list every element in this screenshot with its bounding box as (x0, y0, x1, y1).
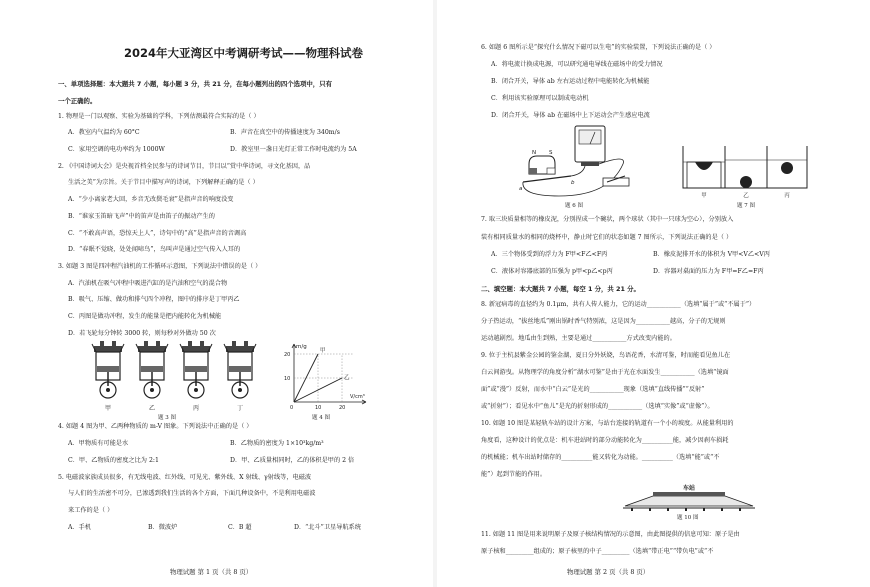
exam-page-1 (0, 0, 433, 587)
q8-line-2: 分子热运动，“拔丝地瓜”刚出锅时香气特别浓，这是因为___________越高，分子的无规则 (481, 318, 726, 325)
stroke-label-jia: 甲 (104, 405, 112, 412)
q5-stem-cont2: 来工作的是（ ） (68, 507, 114, 514)
q7-stem: 7. 取三块质量相等的橡皮泥，分别捏成一个碗状，两个球状（其中一只球为空心），分别放入 (481, 216, 734, 223)
page-2-footer: 物理试题 第 2 页（共 8 页） (567, 568, 650, 576)
q1-option-a: A．教室内气温约为 60°C (68, 129, 140, 136)
q11-line-1: 11. 如题 11 图是用来说明原子及原子核结构情况的示意图，由此图提供的信息可知：原子是由 (481, 531, 740, 538)
q5-stem: 5. 电磁波家族成员很多，有无线电波、红外线、可见光、紫外线、X 射线、γ射线等，电磁波 (58, 474, 312, 481)
q6-option-d: D．闭合开关，导体 ab 在磁场中上下运动会产生感应电流 (491, 112, 650, 119)
x-tick-label: 10 (315, 405, 322, 411)
q2-option-a: A．“少小离家老大回，乡音无改鬓毛衰”是指声音的响度没变 (68, 196, 234, 203)
x-tick-label: 20 (339, 405, 346, 411)
pole-n-label: N (532, 150, 537, 156)
station-label: 车站 (682, 485, 696, 492)
q3-option-c: C．丙图是做功冲程，发生的能量是把内能转化为机械能 (68, 313, 222, 320)
q2-option-c: C．“不敢高声语，恐惊天上人”，诗句中的“高”是指声音的音调高 (68, 230, 247, 237)
q5-option-d: D．“北斗”卫星导航系统 (294, 524, 361, 531)
q3-stem: 3. 如题 3 图是四冲程汽油机的工作循环示意图，下列说法中错误的是（ ） (58, 263, 262, 270)
figure-6-caption: 题 6 图 (565, 203, 583, 209)
q6-option-a: A．将电流计换成电源，可以研究通电导线在磁场中的受力情况 (491, 61, 663, 68)
stroke-label-yi: 乙 (148, 405, 156, 412)
q3-option-d: D．若飞轮每分钟转 3000 转，则每秒对外做功 50 次 (68, 330, 216, 337)
beaker-label-yi: 乙 (743, 193, 749, 199)
q2-option-d: D．“春眠不觉晓，处处闻啼鸟”，鸟叫声是通过空气传入人耳的 (68, 246, 241, 253)
q6-option-c: C．利用该实验原理可以制成电动机 (491, 95, 589, 102)
pole-s-label: S (549, 150, 553, 156)
q5-option-a: A．手机 (68, 524, 92, 531)
q10-line-3: 的机械能；机车出站时储存的__________能又转化为动能。__________（选填“能”或“不 (481, 454, 720, 461)
y-axis-label: m/g (296, 344, 307, 350)
q4-option-c: C．甲、乙物质的密度之比为 2:1 (68, 457, 159, 464)
q7-option-b: B．橡皮泥排开水的体积为 V甲<V乙<V丙 (653, 251, 770, 258)
q9-line-4: 或“折射”）；看见水中“鱼儿”是光的折射形成的___________（选填“实像”或“虚像”）。 (481, 403, 714, 410)
figure-10-caption: 题 10 图 (677, 515, 699, 521)
page-1-footer: 物理试题 第 1 页（共 8 页） (170, 568, 253, 576)
beaker-bing (767, 146, 807, 188)
q3-option-b: B．吸气、压缩、做功和排气四个冲程，图中的排序是丁甲丙乙 (68, 296, 240, 303)
figure-7-caption: 题 7 图 (737, 203, 755, 209)
beaker-label-bing: 丙 (784, 193, 790, 199)
figure-10-station (623, 484, 755, 512)
engine-stroke-diagram (92, 341, 124, 398)
stroke-label-bing: 丙 (192, 405, 200, 412)
beaker-label-jia: 甲 (701, 193, 707, 199)
q8-line-3: 运动越剧烈。地瓜由生到熟，主要是通过___________方式改变内能的。 (481, 335, 676, 342)
series-label-yi: 乙 (344, 375, 350, 381)
q2-stem: 2. 《中国诗词大会》是央视首档全民参与的诗词节目，节目以“赏中华诗词，寻文化基因，品 (58, 163, 311, 170)
y-tick-label: 10 (284, 376, 291, 382)
q9-line-2: 白云间游曳。从物理学的角度分析“湖水可鉴”是由于光在水面发生___________（选填“镜面 (481, 369, 729, 376)
q4-stem: 4. 如题 4 图为甲、乙两种物质的 m-V 图象。下列说法中正确的是（ ） (58, 423, 253, 430)
q3-option-a: A．汽油机在吸气冲程中吸进汽缸的是汽油和空气的混合物 (68, 280, 228, 287)
q1-option-c: C．家用空调的电功率约为 1000W (68, 146, 165, 153)
q5-stem-cont: 与人们的生活密不可分，已渗透到我们生活的各个方面，下面几种设备中，不是利用电磁波 (68, 490, 316, 497)
q7-option-a: A．三个物体受到的浮力为 F甲<F乙<F丙 (491, 251, 608, 258)
series-label-jia: 甲 (320, 348, 326, 354)
platform-ramp (625, 496, 753, 506)
q7-option-d: D．容器对桌面的压力为 F甲=F乙=F丙 (653, 268, 764, 275)
beaker-yi (725, 146, 767, 188)
q2-option-b: B．“谁家玉笛暗飞声”中的笛声是由笛子的振动产生的 (68, 213, 215, 220)
figure-3-caption: 题 3 图 (158, 415, 176, 421)
q8-line-1: 8. 新冠病毒的直径约为 0.1μm，共有人传人能力，它的运动___________（选填“属于”或“不属于”） (481, 301, 756, 308)
figure-4-mv-graph (280, 340, 370, 414)
q7-stem-cont: 装有相同质量水的相同的烧杯中，静止时它们的状态如题 7 图所示，下列说法正确的是（ ） (481, 234, 733, 241)
q1-option-d: D．教室里一盏日光灯正常工作时电流约为 5A (230, 146, 357, 153)
conductor-end-b-label: b (571, 180, 575, 186)
q9-line-3: 面”或“漫”）反射，而水中“白云”是光的___________现象（选填“直线传播”“反射” (481, 386, 705, 393)
q7-option-c: C．液体对容器底部的压强为 p甲<p乙<p丙 (491, 268, 613, 275)
beaker-jia (683, 146, 725, 188)
section-2-heading: 二、填空题：本大题共 7 小题，每空 1 分，共 21 分。 (481, 285, 640, 293)
q4-option-d: D．甲、乙质量相同时，乙的体积是甲的 2 倍 (230, 457, 355, 464)
q10-line-2: 角度看，这种设计的优点是：机车进站时的部分动能转化为__________能，减少因刹车损耗 (481, 437, 729, 444)
exam-title: 2024年大亚湾区中考调研考试——物理科试卷 (124, 46, 364, 60)
q5-option-c: C．B 超 (228, 524, 252, 531)
x-tick-label: 0 (290, 405, 294, 411)
hollow-clay-ball (781, 162, 793, 174)
conductor-end-a-label: a (519, 186, 523, 192)
q9-line-1: 9. 位于主杭县紫金公园的鉴金湖，夏日分外妖娆，鸟语花香，水清可鉴，时而能看见鱼儿在 (481, 352, 731, 359)
q5-option-b: B．微波炉 (148, 524, 178, 531)
figure-6-induction-setup (519, 124, 649, 202)
q11-line-2: 原子核和_________组成的；原子核里的中子_________（选填“带正电”“带负电”或“不 (481, 548, 714, 555)
section-1-heading: 一、单项选择题：本大题共 7 小题，每小题 3 分，共 21 分，在每小题列出的四个选项中，只有 (58, 80, 332, 88)
section-1-heading-cont: 一个正确的。 (58, 97, 97, 105)
q1-option-b: B．声音在真空中的传播速度为 340m/s (230, 129, 340, 136)
figure-7-beakers (681, 138, 809, 200)
stroke-label-ding: 丁 (236, 405, 244, 412)
conductor-ab (523, 176, 571, 182)
q6-option-b: B．闭合开关，导体 ab 左右运动过程中电能转化为机械能 (491, 78, 650, 85)
q10-line-1: 10. 如题 10 图是某轻轨车站的设计方案，与站台连接的轨道有一个小的坡度。从能量利用的 (481, 420, 734, 427)
q10-line-4: 能”）起到节能的作用。 (481, 471, 547, 478)
q4-option-b: B．乙物质的密度为 1×10³kg/m³ (230, 440, 324, 447)
q4-option-a: A．甲物质有可能是水 (68, 440, 129, 447)
x-axis-label: V/cm³ (350, 394, 365, 400)
figure-3-engine-strokes (88, 340, 268, 414)
y-tick-label: 20 (284, 352, 291, 358)
solid-clay-ball (740, 176, 752, 188)
q1-stem: 1. 物理是一门以观察、实验为基础的学科，下列估测最符合实际的是（ ） (58, 113, 260, 120)
q6-stem: 6. 如题 6 图所示是“探究什么情况下磁可以生电”的实验装置，下列说法正确的是（ ） (481, 44, 716, 51)
exam-page-2 (437, 0, 870, 587)
q2-stem-cont: 生活之美”为宗旨。关于节目中描写声的诗词，下列解释正确的是（ ） (68, 179, 259, 186)
figure-4-caption: 题 4 图 (312, 415, 330, 421)
